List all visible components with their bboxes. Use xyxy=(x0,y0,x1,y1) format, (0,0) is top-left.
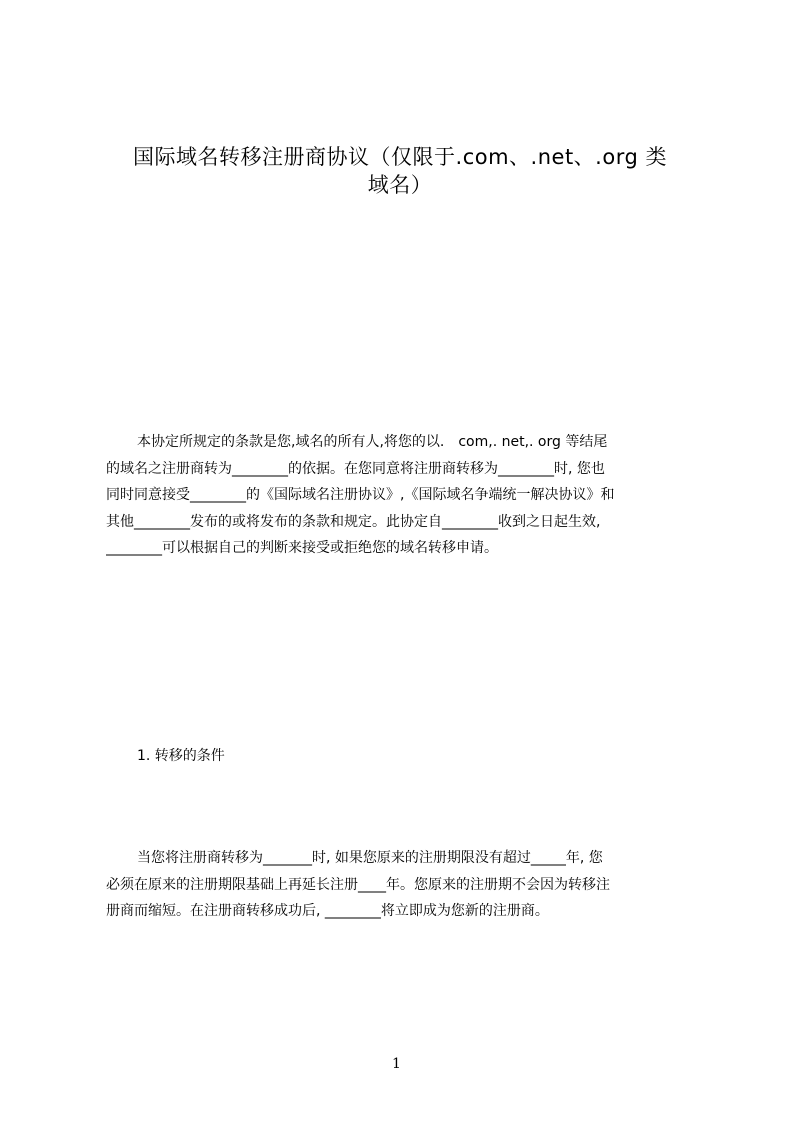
intro-paragraph-line: 的域名之注册商转为________的依据。在您同意将注册商转移为________时, 您也 xyxy=(106,460,605,477)
document-title-line-1: 国际域名转移注册商协议（仅限于.com、.net、.org 类 xyxy=(133,145,667,169)
intro-paragraph-line: 其他________发布的或将发布的条款和规定。此协定自________收到之日起生效, xyxy=(106,513,601,530)
document-title-line-2: 域名） xyxy=(367,173,433,197)
section-1-paragraph-line: 册商而缩短。在注册商转移成功后, ________将立即成为您新的注册商。 xyxy=(106,903,549,919)
intro-paragraph-line: 同时同意接受________的《国际域名注册协议》,《国际域名争端统一解决协议》和 xyxy=(106,487,615,503)
intro-paragraph xyxy=(106,429,700,562)
document-title xyxy=(100,143,700,199)
page-number: 1 xyxy=(392,1056,401,1072)
section-1-paragraph xyxy=(106,845,700,925)
intro-paragraph-line: 本协定所规定的条款是您,域名的所有人,将您的以. com,. net,. org 等结尾 xyxy=(137,434,608,450)
section-1-paragraph-line: 当您将注册商转移为_______时, 如果您原来的注册期限没有超过_____年, 您 xyxy=(137,850,603,866)
section-1-paragraph-line: 必须在原来的注册期限基础上再延长注册____年。您原来的注册期不会因为转移注 xyxy=(106,876,610,893)
section-1-heading: 1. 转移的条件 xyxy=(137,748,225,764)
intro-paragraph-line: ________可以根据自己的判断来接受或拒绝您的域名转移申请。 xyxy=(106,540,498,556)
